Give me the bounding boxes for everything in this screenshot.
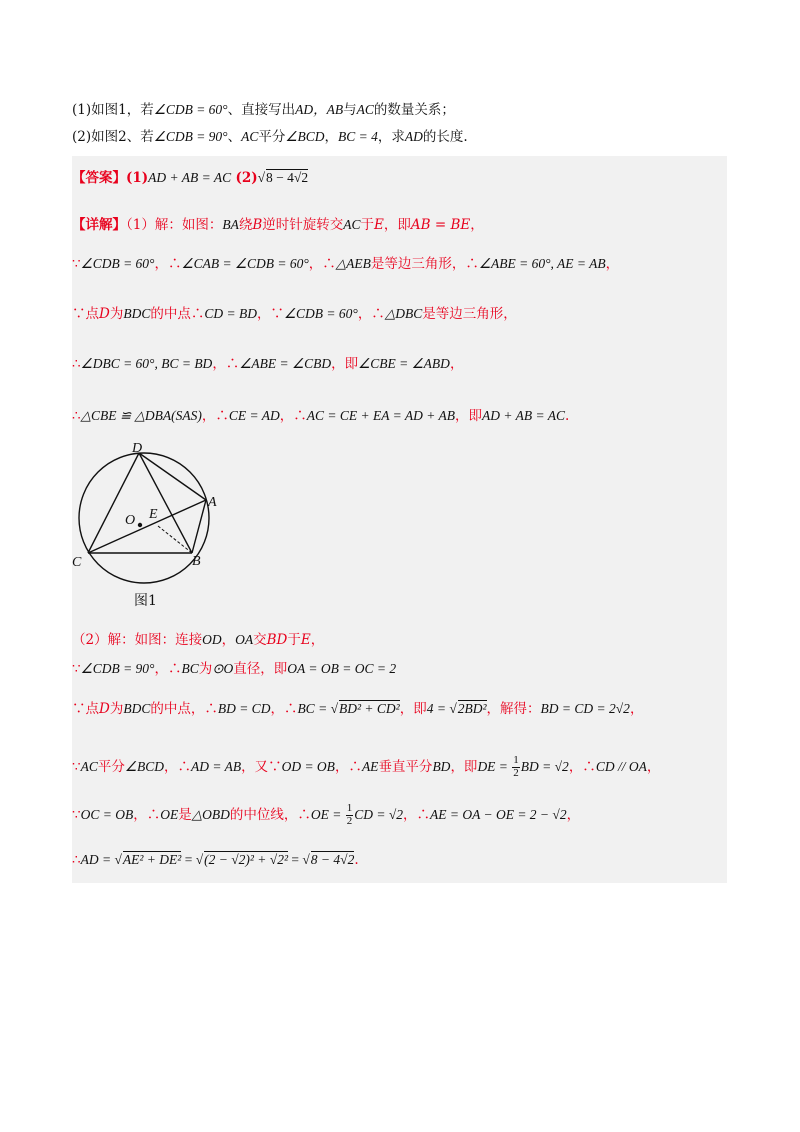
detail-line-1: 【详解】（1）解：如图：BA绕B逆时针旋转交AC于E，即AB = BE， [72,217,484,233]
detail-line-11: ∴AD = √AE² + DE² = √(2 − √2)² + √2² = √8 − 4√2. [72,852,359,868]
detail-line-2: ∵∠CDB = 60°，∴∠CAB = ∠CDB = 60°，∴△AEB是等边三角形，∴∠ABE = 60°, AE = AB， [72,256,620,272]
point-label-b: B [192,554,201,569]
point-label-d: D [132,441,143,456]
fraction-half: $\frac{1}{2}$ [513,754,519,779]
center-dot [138,523,142,527]
point-label-a: A [208,495,217,510]
segment-eb-dashed [158,526,192,553]
detail-line-9: ∵AC平分∠BCD，∴AD = AB，又∵OD = OB，∴AE垂直平分BD，即DE = $\frac{1}{2}$ BD = √2，∴CD // OA， [72,754,661,779]
detail-line-3: ∵点D为BDC的中点∴CD = BD，∵∠CDB = 60°，∴△DBC是等边三角形， [72,306,517,322]
question-part1: (1)如图1，若∠CDB = 60°、直接写出AD，AB与AC的数量关系； [72,102,455,118]
detail-line-7: ∵∠CDB = 90°，∴BC为⊙O直径，即OA = OB = OC = 2 [72,661,397,677]
figure-1-diagram [70,440,230,590]
point-label-o: O [125,513,136,528]
segment-ab [192,500,206,553]
detail-line-4: ∴∠DBC = 60°, BC = BD，∴∠ABE = ∠CBD，即∠CBE = ∠ABD， [72,356,464,372]
detail-line-10: ∵OC = OB，∴OE是△OBD的中位线，∴OE = $\frac{1}{2}$ CD = √2，∴AE = OA − OE = 2 − √2， [72,802,581,827]
detail-line-5: ∴△CBE ≌ △DBA(SAS)，∴CE = AD，∴AC = CE + EA = AD + AB，即AD + AB = AC. [72,408,570,424]
point-label-e: E [149,507,158,522]
question-part2: (2)如图2、若∠CDB = 90°、AC平分∠BCD，BC = 4，求AD的长度. [72,129,468,145]
answer-line: 【答案】(1)AD + AB = AC (2)√8 − 4√2 [72,170,309,186]
detail-line-6: （2）解：如图：连接OD，OA交BD于E， [72,632,325,648]
fraction-half-2: $\frac{1}{2}$ [346,802,353,827]
segment-db [139,453,192,553]
point-label-c: C [72,555,82,570]
figure-1-caption: 图1 [134,593,157,609]
segment-dc [88,453,139,553]
circle-o [79,453,209,583]
detail-line-8: ∵点D为BDC的中点，∴BD = CD，∴BC = √BD² + CD²，即4 = √2BD²，解得：BD = CD = 2√2， [72,701,644,717]
